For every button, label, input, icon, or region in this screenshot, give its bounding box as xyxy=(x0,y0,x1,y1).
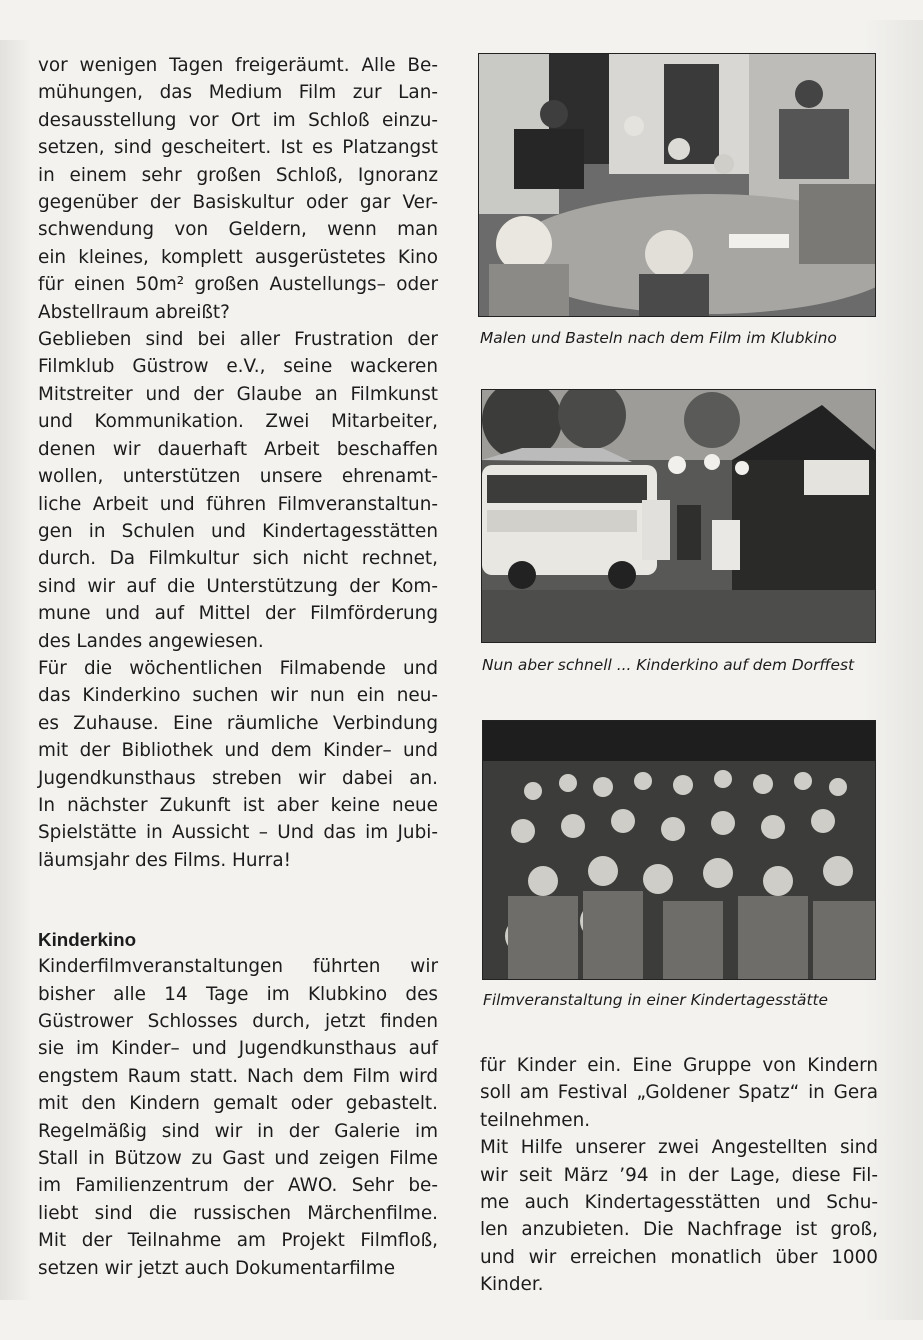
photo-village-festival xyxy=(481,389,876,643)
text-line: durch. Da Filmkultur sich nicht rechnet, xyxy=(38,548,438,570)
text-line: Mit Hilfe unserer zwei Angestellten sind xyxy=(480,1137,878,1159)
text-line: läumsjahr des Films. Hurra! xyxy=(38,849,291,871)
text-line: schwendung von Geldern, wenn man xyxy=(38,219,438,241)
text-line: des Landes angewiesen. xyxy=(38,630,264,652)
text-line: und wir erreichen monatlich über 1000 xyxy=(480,1246,878,1268)
text-line: Güstrower Schlosses durch, jetzt finden xyxy=(38,1011,438,1032)
paragraph-intro xyxy=(38,52,438,326)
text-line: teilnehmen. xyxy=(480,1109,591,1131)
text-line: Kinder. xyxy=(480,1274,544,1296)
text-line: liebt sind die russischen Märchenfilme. xyxy=(38,1202,438,1224)
text-line: wollen, unterstützen unsere ehrenamt- xyxy=(38,466,438,488)
text-line: len anzubieten. Die Nachfrage ist groß, xyxy=(480,1219,878,1241)
paragraph-goldener-spatz xyxy=(480,1052,878,1134)
text-line: bisher alle 14 Tage im Klubkino des xyxy=(38,983,438,1005)
left-text-column xyxy=(38,52,438,1282)
photo-daycare-screening xyxy=(482,720,876,980)
text-line: mune und auf Mittel der Filmförderung xyxy=(38,603,438,625)
text-line: Jugendkunsthaus streben wir dabei an. xyxy=(38,767,438,789)
text-line: und Kommunikation. Zwei Mitarbeiter, xyxy=(38,411,438,433)
text-line: Für die wöchentlichen Filmabende und xyxy=(38,657,438,679)
caption-photo-1: Malen und Basteln nach dem Film im Klubkino xyxy=(480,329,837,347)
text-line: Mit der Teilnahme am Projekt Filmfloß, xyxy=(38,1230,438,1252)
left-page-bleed xyxy=(0,40,32,1300)
paragraph-new-home xyxy=(38,655,438,874)
text-line: me auch Kindertagesstätten und Schu- xyxy=(480,1192,878,1214)
text-line: setzen, sind gescheitert. Ist es Platzangst xyxy=(38,137,438,159)
text-line: ein kleines, komplett ausgerüstetes Kino xyxy=(38,246,438,268)
text-line: das Kinderkino suchen wir nun ein neu- xyxy=(38,685,438,707)
text-line: Spielstätte in Aussicht – Und das im Jubi- xyxy=(38,822,438,844)
text-line: wir seit März ’94 in der Lage, diese Fil- xyxy=(480,1164,878,1186)
text-line: Mitstreiter und der Glaube an Filmkunst xyxy=(38,383,438,405)
text-line: Kinderfilmveranstaltungen führten wir xyxy=(38,956,438,978)
text-line: sie im Kinder– und Jugendkunsthaus auf xyxy=(38,1038,438,1060)
caption-photo-3: Filmveranstaltung in einer Kindertagesstätte xyxy=(483,991,828,1009)
text-line: In nächster Zukunft ist aber keine neue xyxy=(38,794,438,816)
text-line: sind wir auf die Unterstützung der Kom- xyxy=(38,575,438,597)
text-line: setzen wir jetzt auch Dokumentarfilme xyxy=(38,1257,396,1279)
text-line: denen wir dauerhaft Arbeit beschaffen xyxy=(38,438,438,460)
text-line: Geblieben sind bei aller Frustration der xyxy=(38,329,438,351)
text-line: desausstellung vor Ort im Schloß einzu- xyxy=(38,109,438,131)
paragraph-demand xyxy=(480,1134,878,1298)
text-line: es Zuhause. Eine räumliche Verbindung xyxy=(38,712,438,734)
text-line: Regelmäßig sind wir in der Galerie im xyxy=(38,1120,438,1142)
text-line: Filmklub Güstrow e.V., seine wackeren xyxy=(38,356,438,378)
text-line: liche Arbeit und führen Filmveranstaltun- xyxy=(38,493,438,515)
section-heading-kinderkino: Kinderkino xyxy=(38,929,137,951)
text-line: vor wenigen Tagen freigeräumt. Alle Be- xyxy=(38,55,438,76)
paragraph-filmklub xyxy=(38,326,438,655)
text-line: in einem sehr großen Schloß, Ignoranz xyxy=(38,164,438,186)
text-line: mühungen, das Medium Film zur Lan- xyxy=(38,82,438,104)
paragraph-kinderkino xyxy=(38,953,438,1282)
text-line: im Familienzentrum der AWO. Sehr be- xyxy=(38,1175,438,1197)
text-line: Stall in Bützow zu Gast und zeigen Filme xyxy=(38,1148,438,1170)
text-line: gen in Schulen und Kindertagesstätten xyxy=(38,520,438,542)
text-line: mit der Bibliothek und dem Kinder– und xyxy=(38,740,438,762)
text-line: gegenüber der Basiskultur oder gar Ver- xyxy=(38,192,438,214)
text-line: soll am Festival „Goldener Spatz“ in Gera xyxy=(480,1082,878,1104)
right-text-column xyxy=(480,1052,878,1299)
text-line: Abstellraum abreißt? xyxy=(38,301,230,323)
text-line: für einen 50m² großen Austellungs– oder xyxy=(38,274,438,296)
photo-painting-crafting xyxy=(478,53,876,317)
caption-photo-2: Nun aber schnell ... Kinderkino auf dem Dorffest xyxy=(482,656,855,674)
text-line: für Kinder ein. Eine Gruppe von Kindern xyxy=(480,1055,878,1076)
text-line: engstem Raum statt. Nach dem Film wird xyxy=(38,1065,438,1087)
text-line: mit den Kindern gemalt oder gebastelt. xyxy=(38,1093,438,1115)
